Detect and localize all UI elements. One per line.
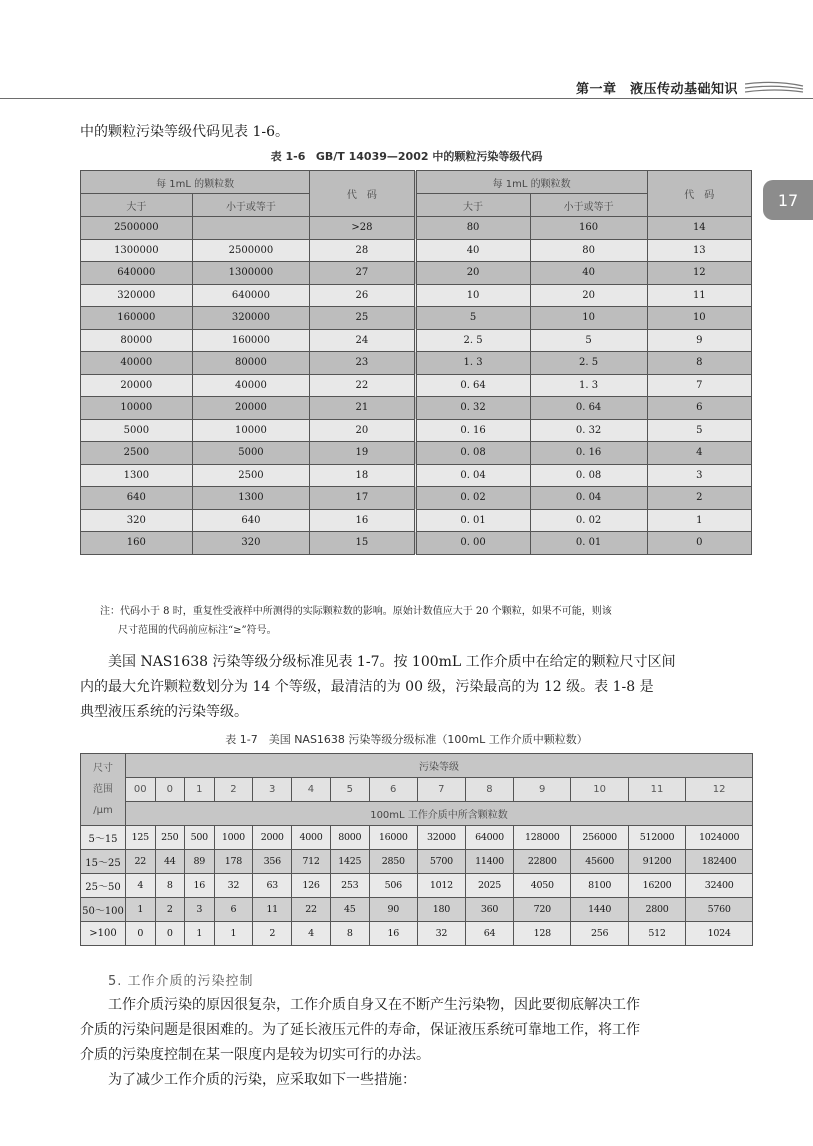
table6-cell: 1300 [192, 487, 310, 510]
table7-cell: 253 [330, 874, 369, 898]
table6-note-line2: 尺寸范围的代码前应标注“≥”符号。 [118, 625, 277, 636]
table6-cell: 1. 3 [530, 374, 647, 397]
table7-cell: 1 [185, 922, 215, 946]
table7-cell: 4000 [292, 826, 331, 850]
table7-cell: 22 [126, 850, 156, 874]
table7-cell: 6 [214, 898, 253, 922]
table7-cell: 2 [253, 922, 292, 946]
table6-caption-prefix: 表 1-6 [270, 150, 306, 163]
table7-level-cell: 12 [686, 778, 753, 802]
table6-cell: 5 [415, 307, 530, 330]
chapter-title: 第一章 液压传动基础知识 [575, 82, 738, 97]
table6-cell: 20 [530, 284, 647, 307]
table6-cell: 640 [81, 487, 193, 510]
table6-cell: 0. 64 [530, 397, 647, 420]
table7-cell: 16 [369, 922, 417, 946]
table7-cell: 8000 [330, 826, 369, 850]
table7-size-header-1: 尺寸 [93, 763, 113, 774]
table6-cell: 320000 [192, 307, 310, 330]
table6-cell: 5 [647, 419, 751, 442]
table6-caption [0, 148, 813, 164]
table7-cell: 91200 [628, 850, 685, 874]
table7-cell: 2025 [465, 874, 513, 898]
table7-cell: 1024 [686, 922, 753, 946]
table7-row [81, 850, 753, 874]
table6-cell: 5000 [192, 442, 310, 465]
table7-cell: 1024000 [686, 826, 753, 850]
table7-level-cell: 4 [292, 778, 331, 802]
table7-level-cell: 9 [514, 778, 571, 802]
table7-cell: 1440 [571, 898, 628, 922]
table6-cell: 28 [310, 239, 415, 262]
table6-cell: 1300000 [81, 239, 193, 262]
table6-row [81, 532, 752, 555]
table7-cell: 2850 [369, 850, 417, 874]
table6-cell: 20000 [192, 397, 310, 420]
page-number-tab: 17 [763, 180, 813, 220]
table6-cell: 17 [310, 487, 415, 510]
table6-row [81, 262, 752, 285]
table7-cell: 11 [253, 898, 292, 922]
table6-cell: 2500000 [192, 239, 310, 262]
table6-cell: 10000 [81, 397, 193, 420]
table6-cell: 10000 [192, 419, 310, 442]
table6-cell: 80 [530, 239, 647, 262]
table6-greater-header-left: 大于 [81, 194, 193, 217]
table7-level-cell: 5 [330, 778, 369, 802]
table7-cell: 2800 [628, 898, 685, 922]
table6-row [81, 284, 752, 307]
table7-cell: 500 [185, 826, 215, 850]
table7-level-header: 污染等级 [126, 754, 753, 778]
table6-cell: 80000 [81, 329, 193, 352]
table7-cell: 22800 [514, 850, 571, 874]
table7-row [81, 826, 753, 850]
intro-line: 中的颗粒污染等级代码见表 1-6。 [80, 124, 289, 140]
table7-cell: 0 [155, 922, 185, 946]
table7-cell: 16200 [628, 874, 685, 898]
table6-cell: 24 [310, 329, 415, 352]
table7-cell: 360 [465, 898, 513, 922]
table6-cell: 10 [415, 284, 530, 307]
table6-caption-title: GB/T 14039—2002 中的颗粒污染等级代码 [315, 150, 543, 163]
table6-cell: 6 [647, 397, 751, 420]
table6-cell: 13 [647, 239, 751, 262]
table7-cell: 89 [185, 850, 215, 874]
table6-cell: 1 [647, 509, 751, 532]
table7-size-header-2: 范围 [93, 784, 113, 795]
table6-row [81, 509, 752, 532]
table6-cell: 0. 32 [530, 419, 647, 442]
table6-row [81, 352, 752, 375]
table6-row [81, 419, 752, 442]
table7-cell: 16 [185, 874, 215, 898]
table6-row [81, 442, 752, 465]
table6-code-header-left: 代 码 [310, 171, 415, 217]
table7-cell: 256000 [571, 826, 628, 850]
table6-cell: 0. 16 [415, 419, 530, 442]
table6-cell: 80000 [192, 352, 310, 375]
table6-cell: 80 [415, 217, 530, 240]
table7-level-cell: 2 [214, 778, 253, 802]
table7-cell: 512 [628, 922, 685, 946]
table6-cell: 640 [192, 509, 310, 532]
table6-note-line1: 注：代码小于 8 时，重复性受液样中所测得的实际颗粒数的影响。原始计数值应大于 20 个颗粒，如果不可能，则该 [100, 606, 612, 617]
table6-cell: 20 [415, 262, 530, 285]
header-wave-ornament [745, 80, 805, 96]
table6-cell: 160 [530, 217, 647, 240]
table6-le-header-left: 小于或等于 [192, 194, 310, 217]
table6-cell: 27 [310, 262, 415, 285]
table6-row [81, 217, 752, 240]
table7-caption: 表 1-7 美国 NAS1638 污染等级分级标准（100mL 工作介质中颗粒数） [225, 733, 588, 746]
table6-cell: 4 [647, 442, 751, 465]
table7-cell: 32000 [417, 826, 465, 850]
table6-cell [192, 217, 310, 240]
table6-cell: 2500 [81, 442, 193, 465]
table6-cell: 0. 08 [415, 442, 530, 465]
table7-cell: 5760 [686, 898, 753, 922]
table6-cell: 8 [647, 352, 751, 375]
table6-cell: 0. 16 [530, 442, 647, 465]
table6-cell: 320 [192, 532, 310, 555]
table6 [80, 170, 752, 555]
table7-cell: 44 [155, 850, 185, 874]
table6-cell: 40000 [81, 352, 193, 375]
table7-cell: 64000 [465, 826, 513, 850]
table6-cell: 5 [530, 329, 647, 352]
table7-cell: 3 [185, 898, 215, 922]
table7-cell: 126 [292, 874, 331, 898]
table7-cell: 356 [253, 850, 292, 874]
table7-cell: 5700 [417, 850, 465, 874]
table7-cell: 1000 [214, 826, 253, 850]
table6-cell: 0. 02 [415, 487, 530, 510]
table7-size-header-3: /μm [93, 805, 113, 816]
table7-cell: 32 [214, 874, 253, 898]
table7-body [81, 826, 753, 946]
table7-cell: 4 [292, 922, 331, 946]
table7-level-cell: 8 [465, 778, 513, 802]
table7-range-cell: >100 [81, 922, 126, 946]
table6-cell: 22 [310, 374, 415, 397]
table6-cell: 320 [81, 509, 193, 532]
table7-level-cell: 10 [571, 778, 628, 802]
table6-row [81, 307, 752, 330]
table7-cell: 90 [369, 898, 417, 922]
table7-cell: 16000 [369, 826, 417, 850]
table6-cell: 21 [310, 397, 415, 420]
table7-level-cell: 1 [185, 778, 215, 802]
table6-cell: 1300000 [192, 262, 310, 285]
table6-group-header-left: 每 1mL 的颗粒数 [81, 171, 310, 194]
table7-cell: 1 [214, 922, 253, 946]
table7-cell: 128000 [514, 826, 571, 850]
table6-cell: 640000 [81, 262, 193, 285]
table7-cell: 22 [292, 898, 331, 922]
table7-range-cell: 15～25 [81, 850, 126, 874]
table6-cell: 10 [647, 307, 751, 330]
table6-cell: 1. 3 [415, 352, 530, 375]
table7-cell: 1 [126, 898, 156, 922]
table6-greater-header-right: 大于 [415, 194, 530, 217]
table6-cell: >28 [310, 217, 415, 240]
table7-cell: 720 [514, 898, 571, 922]
table6-cell: 2500 [192, 464, 310, 487]
table6-cell: 0 [647, 532, 751, 555]
table6-cell: 18 [310, 464, 415, 487]
table6-row [81, 397, 752, 420]
table7-level-cell: 00 [126, 778, 156, 802]
table6-cell: 7 [647, 374, 751, 397]
table6-row [81, 464, 752, 487]
table7-row [81, 922, 753, 946]
table7-cell: 8 [330, 922, 369, 946]
table6-code-header-right: 代 码 [647, 171, 751, 217]
table6-row [81, 487, 752, 510]
table7-level-cell: 3 [253, 778, 292, 802]
table6-row [81, 239, 752, 262]
table6-cell: 14 [647, 217, 751, 240]
table6-row [81, 329, 752, 352]
table7-cell: 180 [417, 898, 465, 922]
table6-cell: 12 [647, 262, 751, 285]
table6-cell: 0. 02 [530, 509, 647, 532]
section5-title: 5. 工作介质的污染控制 [108, 974, 254, 989]
table6-cell: 0. 04 [415, 464, 530, 487]
table7-row [81, 874, 753, 898]
table6-cell: 640000 [192, 284, 310, 307]
table7-cell: 8100 [571, 874, 628, 898]
section5-para-line3: 介质的污染度控制在某一限度内是较为切实可行的办法。 [80, 1047, 430, 1063]
table7-cell: 32 [417, 922, 465, 946]
table7-cell: 1425 [330, 850, 369, 874]
table6-cell: 2. 5 [415, 329, 530, 352]
table7-row [81, 898, 753, 922]
section5-para-line2: 介质的污染问题是很困难的。为了延长液压元件的寿命，保证液压系统可靠地工作，将工作 [80, 1022, 640, 1038]
table6-cell: 2 [647, 487, 751, 510]
table6-cell: 0. 04 [530, 487, 647, 510]
table6-cell: 19 [310, 442, 415, 465]
table7 [80, 753, 753, 946]
table7-cell: 506 [369, 874, 417, 898]
section5-para-line1: 工作介质污染的原因很复杂，工作介质自身又在不断产生污染物，因此要彻底解决工作 [108, 997, 640, 1013]
table6-cell: 20000 [81, 374, 193, 397]
table6-cell: 20 [310, 419, 415, 442]
table6-cell: 40 [530, 262, 647, 285]
table7-level-cell: 0 [155, 778, 185, 802]
table7-cell: 2 [155, 898, 185, 922]
table6-cell: 10 [530, 307, 647, 330]
table6-row [81, 374, 752, 397]
table6-cell: 15 [310, 532, 415, 555]
table7-cell: 512000 [628, 826, 685, 850]
table7-cell: 712 [292, 850, 331, 874]
table6-cell: 0. 01 [415, 509, 530, 532]
table7-cell: 125 [126, 826, 156, 850]
table7-cell: 63 [253, 874, 292, 898]
section5-para2: 为了减少工作介质的污染，应采取如下一些措施： [108, 1072, 416, 1088]
table6-group-header-right: 每 1mL 的颗粒数 [415, 171, 647, 194]
table6-cell: 0. 01 [530, 532, 647, 555]
nas-para-line2: 内的最大允许颗粒数划分为 14 个等级，最清洁的为 00 级，污染最高的为 12 级。表 1-8 是 [80, 679, 654, 695]
table7-size-header [81, 754, 126, 826]
table6-cell: 5000 [81, 419, 193, 442]
table6-cell: 25 [310, 307, 415, 330]
nas-para-line1: 美国 NAS1638 污染等级分级标准见表 1-7。按 100mL 工作介质中在给定的颗粒尺寸区间 [108, 654, 676, 670]
table7-cell: 178 [214, 850, 253, 874]
table7-cell: 256 [571, 922, 628, 946]
table6-cell: 0. 64 [415, 374, 530, 397]
table7-cell: 64 [465, 922, 513, 946]
table6-body [81, 217, 752, 555]
nas-para-line3: 典型液压系统的污染等级。 [80, 704, 248, 720]
table7-range-cell: 5～15 [81, 826, 126, 850]
table7-cell: 128 [514, 922, 571, 946]
table7-cell: 32400 [686, 874, 753, 898]
table6-cell: 160000 [192, 329, 310, 352]
table7-cell: 8 [155, 874, 185, 898]
table7-cell: 45 [330, 898, 369, 922]
table7-cell: 4 [126, 874, 156, 898]
table7-level-cell: 6 [369, 778, 417, 802]
table6-le-header-right: 小于或等于 [530, 194, 647, 217]
table6-cell: 3 [647, 464, 751, 487]
table7-cell: 4050 [514, 874, 571, 898]
table7-cell: 182400 [686, 850, 753, 874]
table6-cell: 0. 32 [415, 397, 530, 420]
table6-cell: 26 [310, 284, 415, 307]
table7-count-header: 100mL 工作介质中所含颗粒数 [126, 802, 753, 826]
table6-cell: 11 [647, 284, 751, 307]
table7-cell: 1012 [417, 874, 465, 898]
table7-range-cell: 50～100 [81, 898, 126, 922]
table7-cell: 2000 [253, 826, 292, 850]
table6-cell: 40 [415, 239, 530, 262]
table6-cell: 0. 08 [530, 464, 647, 487]
table6-cell: 0. 00 [415, 532, 530, 555]
table7-level-cell: 11 [628, 778, 685, 802]
table6-cell: 2500000 [81, 217, 193, 240]
table6-cell: 9 [647, 329, 751, 352]
table6-cell: 2. 5 [530, 352, 647, 375]
table7-level-cell: 7 [417, 778, 465, 802]
table6-cell: 16 [310, 509, 415, 532]
table7-cell: 0 [126, 922, 156, 946]
table6-cell: 320000 [81, 284, 193, 307]
table7-cell: 11400 [465, 850, 513, 874]
table6-cell: 160 [81, 532, 193, 555]
table7-cell: 250 [155, 826, 185, 850]
table7-range-cell: 25～50 [81, 874, 126, 898]
table6-cell: 23 [310, 352, 415, 375]
table6-cell: 40000 [192, 374, 310, 397]
table6-cell: 1300 [81, 464, 193, 487]
table6-cell: 160000 [81, 307, 193, 330]
table7-cell: 45600 [571, 850, 628, 874]
